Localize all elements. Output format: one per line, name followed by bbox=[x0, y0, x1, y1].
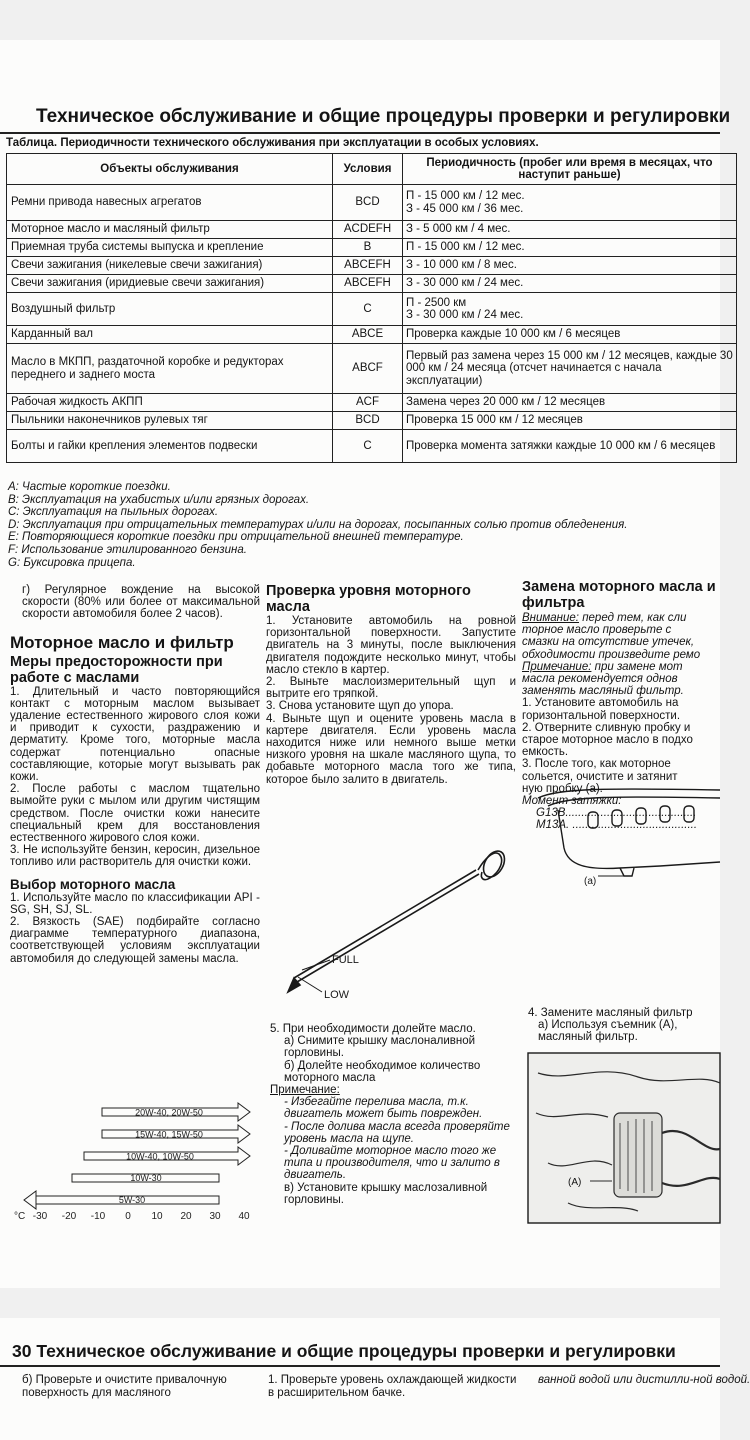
row-conditions: C bbox=[333, 293, 403, 326]
axis-tick: 30 bbox=[209, 1211, 221, 1222]
table-row bbox=[7, 394, 737, 412]
paragraph: в) Установите крышку маслозаливной горловины. bbox=[284, 1181, 488, 1206]
row-object: Ремни привода навесных агрегатов bbox=[7, 185, 333, 221]
table-row bbox=[7, 326, 737, 344]
row-object: Свечи зажигания (никелевые свечи зажигания) bbox=[7, 257, 333, 275]
row-period: Первый раз замена через 15 000 км / 12 месяцев, каждые 30 000 км / 24 месяца (отсчет начинается с начала эксплуатации) bbox=[403, 344, 737, 394]
row-period: З - 10 000 км / 8 мес. bbox=[403, 257, 737, 275]
page2-column: б) Проверьте и очистите привалочную поверхность для масляного bbox=[22, 1374, 227, 1399]
page2-column: 1. Проверьте уровень охлаждающей жидкости в расширительном бачке. bbox=[268, 1374, 517, 1399]
legend-item: D: Эксплуатация при отрицательных температурах и/или на дорогах, посыпанных солью против обледенения. bbox=[8, 518, 628, 531]
warning-label: Внимание: bbox=[522, 612, 579, 624]
row-period: П - 2500 км З - 30 000 км / 24 мес. bbox=[403, 293, 737, 326]
paragraph: 1. Установите автомобиль на ровной горизонтальной поверхности. Запустите двигатель на 3 минуты, после выключения двигателя подождите несколько минут, чтобы масло стекло в картер. bbox=[266, 615, 516, 676]
bolt-icon bbox=[660, 806, 670, 822]
row-conditions: BCD bbox=[333, 185, 403, 221]
next-page bbox=[0, 1318, 750, 1440]
dipstick-illustration bbox=[280, 820, 515, 1020]
row-period: П - 15 000 км / 12 мес. З - 45 000 км / 36 мес. bbox=[403, 185, 737, 221]
low-mark-label: LOW bbox=[324, 989, 350, 1001]
paragraph: 2. Выньте маслоизмерительный щуп и вытрите его тряпкой. bbox=[266, 676, 516, 701]
table-row bbox=[7, 293, 737, 326]
legend-item: G: Буксировка прицепа. bbox=[8, 556, 136, 569]
page2-column: ванной водой или дистилли-ной водой. bbox=[538, 1374, 750, 1386]
drain-plug bbox=[620, 868, 634, 876]
axis-tick: 40 bbox=[238, 1211, 250, 1222]
paragraph: 1. Длительный и часто повторяющийся контакт с моторным маслом вызывает удаление естественного жирового слоя кожи и приводит к сухости, раздражению и дерматиту. Кроме того, моторные масла содержат потенциально опасные составляющие, которые могут вызывать рак кожи. bbox=[10, 685, 260, 784]
warning-text: перед тем, как сли bbox=[582, 612, 687, 624]
viscosity-diagram bbox=[14, 1098, 259, 1220]
row-period: Замена через 20 000 км / 12 месяцев bbox=[403, 394, 737, 412]
table-row bbox=[7, 430, 737, 463]
axis-unit: °C bbox=[14, 1211, 26, 1222]
section-heading-oil-level: Проверка уровня моторного масла bbox=[266, 583, 471, 615]
axis-tick: 20 bbox=[180, 1211, 192, 1222]
oil-pan-illustration bbox=[528, 776, 720, 888]
paragraph: 3. Снова установите щуп до упора. bbox=[266, 700, 454, 713]
viscosity-grade-label: 20W-40, 20W-50 bbox=[135, 1107, 203, 1118]
drain-plug-label: (a) bbox=[584, 876, 597, 887]
header-conditions: Условия bbox=[333, 154, 403, 185]
page-title: 30 Техническое обслуживание и общие процедуры проверки и регулировки bbox=[12, 1341, 676, 1361]
row-object: Пыльники наконечников рулевых тяг bbox=[7, 412, 333, 430]
column-3-lower bbox=[528, 1007, 728, 1044]
top-rule bbox=[0, 1365, 720, 1367]
paragraph: ную пробку (а). bbox=[522, 782, 603, 795]
row-period: З - 5 000 км / 4 мес. bbox=[403, 221, 737, 239]
maintenance-table bbox=[6, 153, 737, 463]
row-object: Рабочая жидкость АКПП bbox=[7, 394, 333, 412]
note-text: при замене мот bbox=[594, 660, 683, 673]
table-row bbox=[7, 239, 737, 257]
axis-tick: -10 bbox=[90, 1211, 106, 1222]
table-row bbox=[7, 275, 737, 293]
row-object: Воздушный фильтр bbox=[7, 293, 333, 326]
paragraph: 3. Не используйте бензин, керосин, дизельное топливо или растворитель для очистки кожи. bbox=[10, 844, 260, 869]
viscosity-grade-label: 10W-40, 10W-50 bbox=[126, 1151, 194, 1162]
row-object: Масло в МКПП, раздаточной коробке и редукторах переднего и заднего моста bbox=[7, 344, 333, 394]
paragraph: 2. Отверните сливную пробку и bbox=[522, 721, 691, 734]
axis-tick: 10 bbox=[151, 1211, 163, 1222]
viscosity-grade-label: 10W-30 bbox=[130, 1173, 162, 1183]
dipstick-rod bbox=[294, 870, 476, 978]
row-period: Проверка момента затяжки каждые 10 000 км / 6 месяцев bbox=[403, 430, 737, 463]
row-conditions: BCD bbox=[333, 412, 403, 430]
low-mark-leader bbox=[298, 977, 322, 992]
row-object: Свечи зажигания (иридиевые свечи зажигания) bbox=[7, 275, 333, 293]
bolt-icon bbox=[588, 812, 598, 828]
full-mark-label: FULL bbox=[332, 954, 359, 966]
row-object: Болты и гайки крепления элементов подвески bbox=[7, 430, 333, 463]
row-object: Приемная труба системы выпуска и крепление bbox=[7, 239, 333, 257]
table-row bbox=[7, 344, 737, 394]
dipstick-rod bbox=[297, 874, 479, 982]
note-label: Примечание: bbox=[270, 1084, 340, 1097]
paragraph: 2. После работы с маслом тщательно вымойте руки с мылом или другим чистящим средством. После очистки кожи нанесите специальный крем для восстановления естественного жирового слоя кожи. bbox=[10, 783, 260, 845]
paragraph: старое моторное масло в подхо bbox=[522, 734, 693, 747]
section-heading-oil: Моторное масло и фильтр bbox=[10, 632, 234, 652]
row-conditions: B bbox=[333, 239, 403, 257]
row-period: Проверка каждые 10 000 км / 6 месяцев bbox=[403, 326, 737, 344]
note-text: заменять масляный фильтр. bbox=[522, 685, 684, 698]
paragraph: горизонтальной поверхности. bbox=[522, 709, 681, 722]
conditions-legend bbox=[8, 481, 720, 569]
viscosity-grade-label: 5W-30 bbox=[118, 1195, 146, 1205]
row-conditions: C bbox=[333, 430, 403, 463]
torque-value: M13A. ....................................... bbox=[536, 819, 698, 832]
bolt-icon bbox=[612, 810, 622, 826]
section-heading-precautions: Меры предосторожности при работе с маслами bbox=[10, 653, 223, 686]
torque-label: Момент затяжки: bbox=[522, 795, 622, 808]
paragraph: емкость. bbox=[522, 746, 569, 759]
legend-item: E: Повторяющиеся короткие поездки при отрицательной внешней температуре. bbox=[8, 531, 464, 544]
oil-filter bbox=[614, 1113, 662, 1197]
bolt-icon bbox=[636, 808, 646, 824]
warning-text: торное масло проверьте с bbox=[522, 624, 672, 637]
oil-pan-outline bbox=[558, 810, 720, 868]
axis-tick: 0 bbox=[125, 1211, 131, 1222]
section-heading-oil-choice: Выбор моторного масла bbox=[10, 876, 176, 892]
paragraph: а) Используя съемник (А), bbox=[538, 1019, 678, 1032]
warning-text: обходимости произведите ремо bbox=[522, 648, 701, 661]
header-periodicity: Периодичность (пробег или время в месяцах, что наступит раньше) bbox=[403, 154, 737, 185]
axis-tick: -30 bbox=[32, 1211, 48, 1222]
table-row bbox=[7, 221, 737, 239]
dipstick-tip bbox=[288, 978, 300, 992]
column-1 bbox=[10, 584, 260, 965]
manual-page bbox=[0, 40, 733, 1288]
row-conditions: ACDEFH bbox=[333, 221, 403, 239]
viscosity-grade-label: 15W-40, 15W-50 bbox=[135, 1129, 203, 1140]
table-row bbox=[7, 185, 737, 221]
item-g: г) Регулярное вождение на высокой скорости (80% или более от максимальной скорости автомобиля более 2 часов). bbox=[22, 584, 260, 621]
paragraph: 1. Установите автомобиль на bbox=[522, 697, 679, 710]
row-conditions: ACF bbox=[333, 394, 403, 412]
page-title: Техническое обслуживание и общие процедуры проверки и регулировки bbox=[36, 106, 731, 127]
legend-item: C: Эксплуатация на пыльных дорогах. bbox=[8, 506, 219, 519]
paragraph: б) Долейте необходимое количество моторного масла bbox=[284, 1059, 481, 1084]
axis-tick: -20 bbox=[61, 1211, 77, 1222]
column-2-lower bbox=[270, 1023, 520, 1206]
dipstick-handle bbox=[479, 847, 509, 880]
row-period: З - 30 000 км / 24 мес. bbox=[403, 275, 737, 293]
legend-item: A: Частые короткие поездки. bbox=[8, 481, 171, 493]
oil-filter-photo bbox=[528, 1053, 720, 1223]
row-period: П - 15 000 км / 12 мес. bbox=[403, 239, 737, 257]
row-conditions: ABCEFH bbox=[333, 275, 403, 293]
table-row bbox=[7, 257, 737, 275]
paragraph: 1. Используйте масло по классификации API - SG, SH, SJ, SL. bbox=[10, 891, 260, 916]
paragraph: 4. Выньте щуп и оцените уровень масла в картере двигателя. Если уровень масла находится ниже или немного выше метки низкого уровня на шкале масляного щупа, то добавьте моторного масла того же типа, которое было залито в двигатель. bbox=[266, 712, 516, 786]
section-heading-oil-change: Замена моторного масла и фильтра bbox=[522, 579, 716, 611]
warning-text: смазки на отсутствие утечек, bbox=[522, 636, 695, 649]
note-item: - Избегайте перелива масла, т.к. двигатель может быть поврежден. bbox=[284, 1096, 483, 1121]
paragraph: 4. Замените масляный фильтр bbox=[528, 1007, 693, 1019]
header-object: Объекты обслуживания bbox=[7, 154, 333, 185]
paragraph: а) Снимите крышку маслоналивной горловины. bbox=[284, 1035, 476, 1060]
row-period: Проверка 15 000 км / 12 месяцев bbox=[403, 412, 737, 430]
note-item: - Доливайте моторное масло того же типа и производителя, что и залито в двигатель. bbox=[284, 1145, 500, 1182]
row-object: Моторное масло и масляный фильтр bbox=[7, 221, 333, 239]
row-conditions: ABCEFH bbox=[333, 257, 403, 275]
top-rule bbox=[0, 132, 720, 134]
note-label: Примечание: bbox=[522, 660, 592, 673]
column-2 bbox=[266, 583, 516, 786]
paragraph: 2. Вязкость (SAE) подбирайте согласно диаграмме температурного диапазона, соответствующей условиям эксплуатации автомобиля до следующей замены масла. bbox=[10, 916, 260, 965]
note-text: масла рекомендуется однов bbox=[522, 673, 678, 686]
torque-value: G13B......................................... bbox=[536, 807, 697, 820]
oil-pan-outline bbox=[548, 797, 720, 806]
table-caption: Таблица. Периодичности технического обслуживания при эксплуатации в особых условиях. bbox=[6, 137, 539, 149]
row-object: Карданный вал bbox=[7, 326, 333, 344]
paragraph: 5. При необходимости долейте масло. bbox=[270, 1023, 476, 1035]
legend-item: F: Использование этилированного бензина. bbox=[8, 543, 247, 556]
row-conditions: ABCF bbox=[333, 344, 403, 394]
row-conditions: ABCE bbox=[333, 326, 403, 344]
paragraph: масляный фильтр. bbox=[538, 1031, 638, 1044]
paragraph: 3. После того, как моторное bbox=[522, 758, 671, 771]
note-item: - После долива масла всегда проверяйте уровень масла на щупе. bbox=[284, 1120, 510, 1145]
dipstick-handle bbox=[478, 853, 502, 880]
wrench-label: (A) bbox=[568, 1177, 582, 1188]
legend-item: B: Эксплуатация на ухабистых и/или грязных дорогах. bbox=[8, 493, 310, 506]
bolt-icon bbox=[684, 806, 694, 822]
paragraph: сольется, очистите и затянит bbox=[522, 770, 678, 783]
table-row bbox=[7, 412, 737, 430]
